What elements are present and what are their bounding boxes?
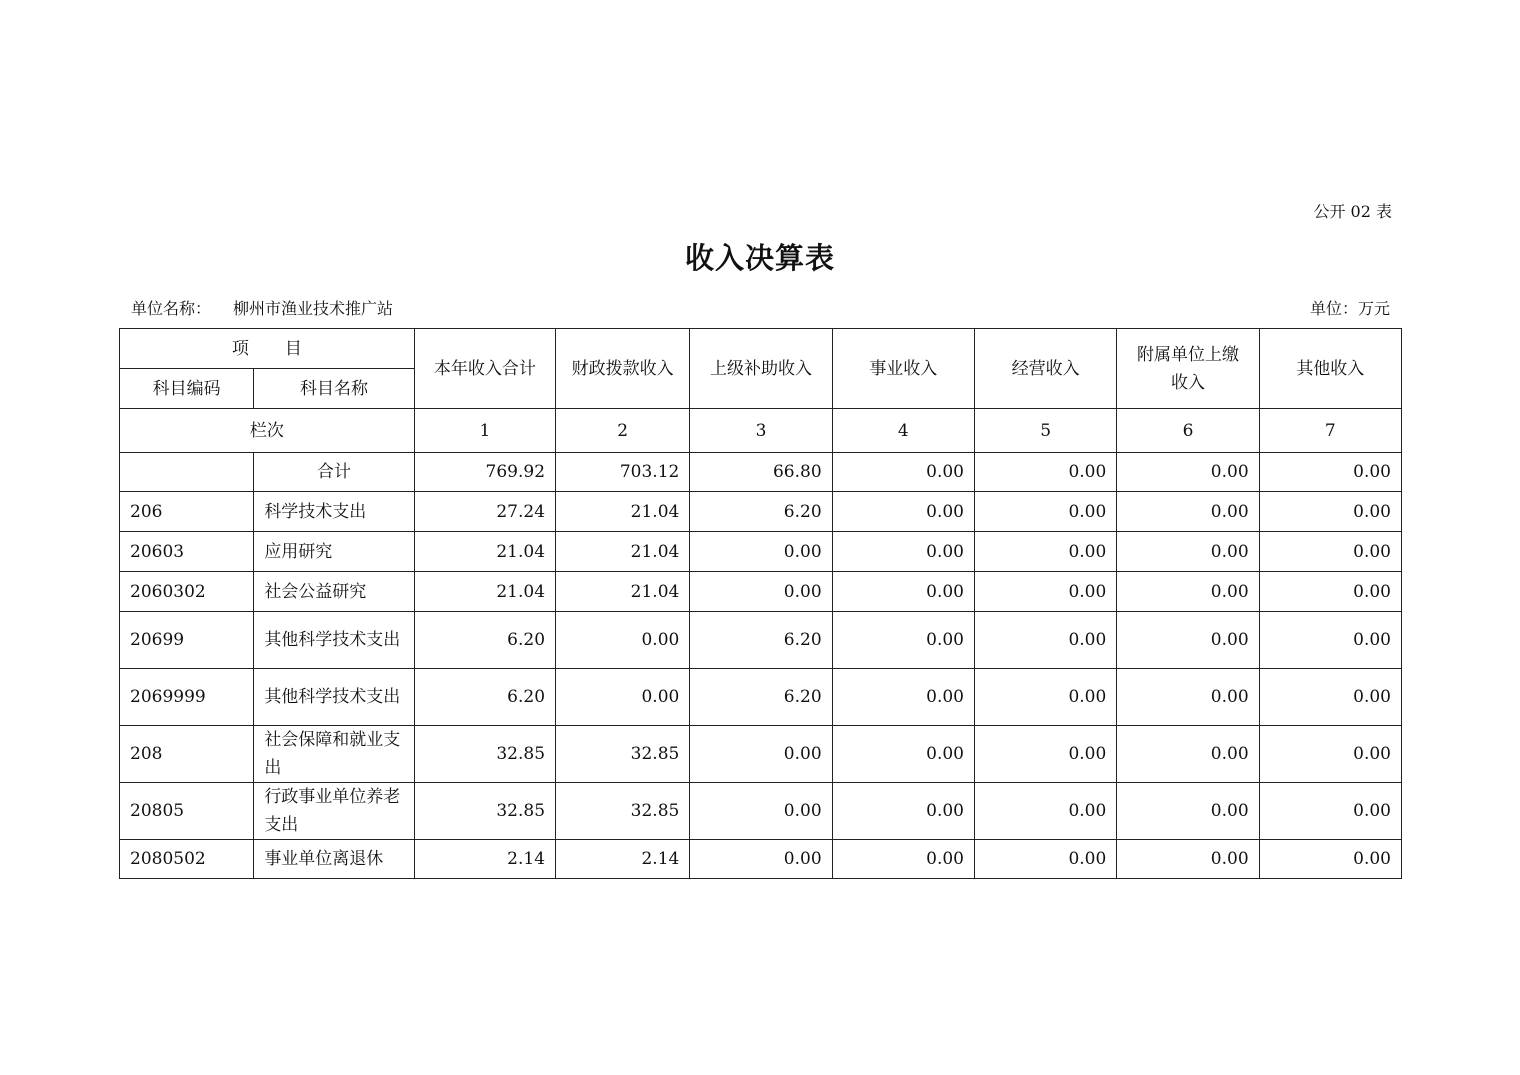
- row-value: 0.00: [974, 726, 1116, 783]
- row-value: 0.00: [974, 612, 1116, 669]
- row-value: 21.04: [414, 532, 555, 572]
- row-name: 社会保障和就业支出: [254, 726, 414, 783]
- row-value: 21.04: [556, 532, 690, 572]
- row-value: 0.00: [1259, 840, 1401, 879]
- form-code-label: 公开 02 表: [1313, 202, 1392, 221]
- table-row: [120, 612, 1402, 669]
- row-value: 0.00: [1117, 453, 1259, 492]
- row-value: 703.12: [556, 453, 690, 492]
- currency-unit-label: 单位：万元: [1309, 299, 1390, 318]
- table-row: [120, 726, 1402, 783]
- row-value: 2.14: [556, 840, 690, 879]
- table-row: [120, 492, 1402, 532]
- row-value: 0.00: [974, 492, 1116, 532]
- table-row: [120, 572, 1402, 612]
- row-value: 0.00: [974, 783, 1116, 840]
- index-number: 7: [1259, 409, 1401, 453]
- row-value: 0.00: [1117, 783, 1259, 840]
- row-name: 其他科学技术支出: [254, 669, 414, 726]
- unit-name-line: [131, 296, 393, 319]
- header-code: 科目编码: [120, 369, 254, 409]
- row-value: 0.00: [832, 783, 974, 840]
- row-value: 0.00: [832, 840, 974, 879]
- row-name: 其他科学技术支出: [254, 612, 414, 669]
- row-value: 0.00: [690, 840, 832, 879]
- header-project: [120, 329, 415, 369]
- row-code: 20805: [120, 783, 254, 840]
- row-value: 0.00: [1117, 726, 1259, 783]
- row-value: 0.00: [974, 532, 1116, 572]
- row-value: 0.00: [690, 532, 832, 572]
- index-number: 4: [832, 409, 974, 453]
- row-value: 32.85: [556, 726, 690, 783]
- row-name: 行政事业单位养老支出: [254, 783, 414, 840]
- index-number: 1: [414, 409, 555, 453]
- row-value: 21.04: [556, 492, 690, 532]
- index-number: 6: [1117, 409, 1259, 453]
- row-value: 0.00: [1117, 492, 1259, 532]
- header-project-b: 目: [284, 338, 302, 359]
- row-value: 32.85: [556, 783, 690, 840]
- row-value: 32.85: [414, 726, 555, 783]
- index-number: 5: [974, 409, 1116, 453]
- row-value: 21.04: [414, 572, 555, 612]
- header-col-3: 上级补助收入: [690, 329, 832, 409]
- row-code: 2060302: [120, 572, 254, 612]
- row-code: 208: [120, 726, 254, 783]
- page-title: 收入决算表: [684, 241, 835, 275]
- row-code: 2069999: [120, 669, 254, 726]
- row-value: 0.00: [974, 840, 1116, 879]
- row-value: 0.00: [1117, 669, 1259, 726]
- row-value: 27.24: [414, 492, 555, 532]
- header-project-a: 项: [231, 338, 249, 359]
- table-row: [120, 453, 1402, 492]
- row-name: 事业单位离退休: [254, 840, 414, 879]
- row-value: 0.00: [974, 453, 1116, 492]
- row-value: 0.00: [1259, 492, 1401, 532]
- row-value: 0.00: [832, 726, 974, 783]
- row-value: 6.20: [690, 612, 832, 669]
- header-col-7: 其他收入: [1259, 329, 1401, 409]
- row-value: 0.00: [1259, 453, 1401, 492]
- header-name: 科目名称: [254, 369, 414, 409]
- table-row: [120, 783, 1402, 840]
- row-value: 0.00: [832, 492, 974, 532]
- row-name: 合计: [254, 453, 414, 492]
- row-value: 0.00: [832, 453, 974, 492]
- row-value: 0.00: [690, 572, 832, 612]
- row-code: 2080502: [120, 840, 254, 879]
- row-value: 0.00: [974, 572, 1116, 612]
- row-value: 6.20: [414, 669, 555, 726]
- row-value: 0.00: [1259, 669, 1401, 726]
- row-code: 20699: [120, 612, 254, 669]
- index-number: 3: [690, 409, 832, 453]
- header-col-5: 经营收入: [974, 329, 1116, 409]
- row-value: 0.00: [690, 726, 832, 783]
- row-value: 0.00: [1259, 783, 1401, 840]
- row-value: 0.00: [1117, 532, 1259, 572]
- table-row: [120, 840, 1402, 879]
- row-value: 21.04: [556, 572, 690, 612]
- row-value: 0.00: [1117, 612, 1259, 669]
- header-col-1: 本年收入合计: [414, 329, 555, 409]
- row-value: 32.85: [414, 783, 555, 840]
- row-name: 科学技术支出: [254, 492, 414, 532]
- row-value: 0.00: [832, 532, 974, 572]
- row-value: 0.00: [1117, 840, 1259, 879]
- table-row: [120, 669, 1402, 726]
- row-code: 20603: [120, 532, 254, 572]
- index-number: 2: [556, 409, 690, 453]
- row-value: 0.00: [1259, 726, 1401, 783]
- row-value: 2.14: [414, 840, 555, 879]
- row-value: 66.80: [690, 453, 832, 492]
- header-col-2: 财政拨款收入: [556, 329, 690, 409]
- income-settlement-table: [119, 328, 1402, 879]
- row-code: 206: [120, 492, 254, 532]
- row-value: 0.00: [1259, 532, 1401, 572]
- row-name: 应用研究: [254, 532, 414, 572]
- row-value: 0.00: [832, 669, 974, 726]
- unit-name-label: 单位名称：: [131, 299, 212, 318]
- table-row: [120, 532, 1402, 572]
- row-code: [120, 453, 254, 492]
- row-value: 0.00: [974, 669, 1116, 726]
- row-value: 6.20: [414, 612, 555, 669]
- row-name: 社会公益研究: [254, 572, 414, 612]
- row-value: 0.00: [832, 612, 974, 669]
- row-value: 769.92: [414, 453, 555, 492]
- header-col-4: 事业收入: [832, 329, 974, 409]
- unit-name-value: 柳州市渔业技术推广站: [233, 299, 394, 318]
- row-value: 0.00: [556, 612, 690, 669]
- row-value: 0.00: [1259, 612, 1401, 669]
- row-value: 0.00: [690, 783, 832, 840]
- header-col-6: 附属单位上缴收入: [1117, 329, 1259, 409]
- row-value: 0.00: [832, 572, 974, 612]
- index-row-label: 栏次: [120, 409, 415, 453]
- row-value: 0.00: [1259, 572, 1401, 612]
- row-value: 0.00: [556, 669, 690, 726]
- row-value: 0.00: [1117, 572, 1259, 612]
- row-value: 6.20: [690, 492, 832, 532]
- row-value: 6.20: [690, 669, 832, 726]
